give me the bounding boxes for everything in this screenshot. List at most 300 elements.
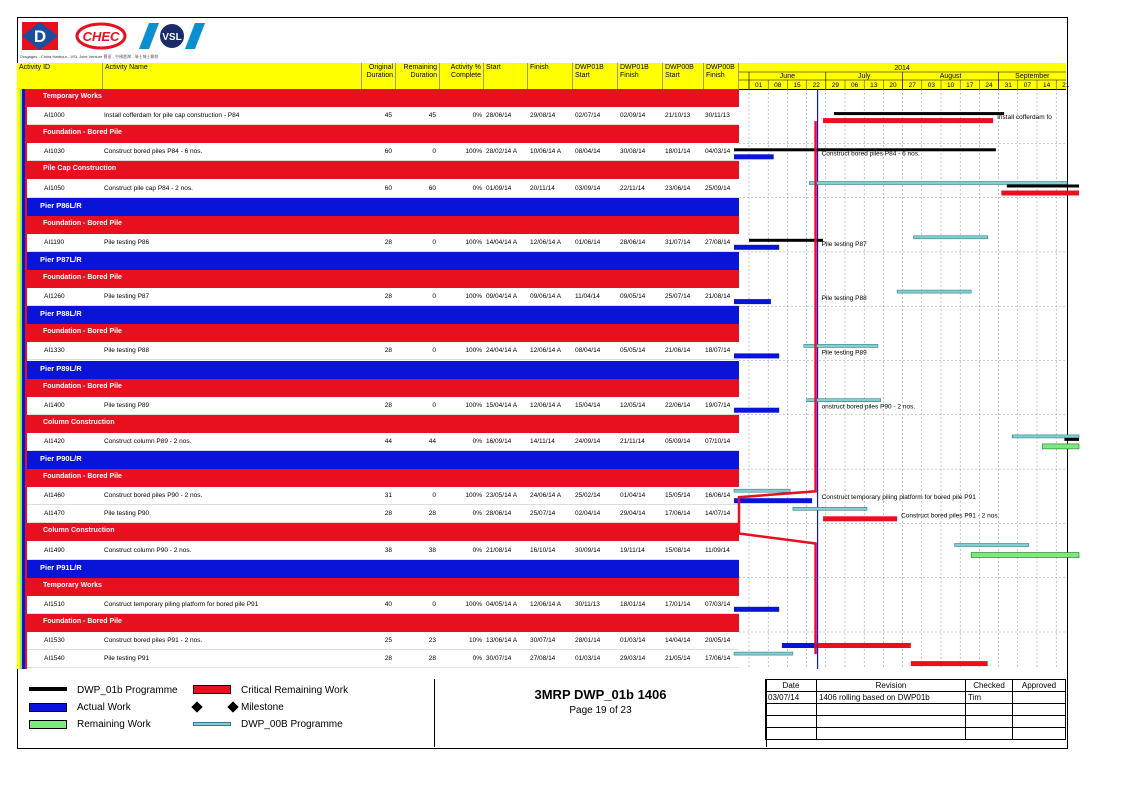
chec-logo [75, 21, 127, 51]
wbs-band[interactable] [27, 216, 739, 234]
bar-dwp00b [734, 489, 790, 492]
timescale-week: 06 [850, 82, 859, 89]
dwp01b-start: 02/04/14 [575, 510, 601, 518]
original-duration: 28 [384, 238, 392, 246]
critical-path-link [739, 121, 816, 654]
timescale-week: 27 [908, 82, 916, 89]
dwp00b-start: 17/01/14 [665, 600, 691, 608]
timescale-svg [739, 63, 1070, 89]
percent-complete: 0% [472, 655, 482, 663]
remaining-duration: 38 [428, 546, 436, 554]
activity-name: Install cofferdam for pile cap construction - P84 [104, 112, 240, 120]
legend-remaining: Remaining Work [77, 719, 151, 730]
finish-date: 09/06/14 A [530, 293, 562, 301]
dwp00b-finish: 20/05/14 [705, 637, 731, 644]
table-row[interactable] [27, 433, 739, 451]
dwp00b-start: 14/04/14 [665, 637, 691, 644]
footer [17, 679, 1066, 747]
activity-name: Pile testing P89 [104, 401, 150, 409]
bar-remaining [1042, 444, 1079, 449]
original-duration: 28 [384, 347, 392, 355]
dwp01b-finish: 28/06/14 [620, 238, 646, 246]
dwp01b-start: 01/06/14 [575, 238, 601, 246]
revision-header-approved: Approved [1013, 680, 1066, 692]
percent-complete: 100% [465, 347, 482, 355]
remaining-duration: 0 [432, 148, 436, 156]
bar-actual [734, 154, 774, 159]
bar-dwp00b [809, 182, 1067, 185]
dwp01b-finish: 21/11/14 [620, 437, 645, 445]
percent-complete: 0% [472, 184, 482, 192]
legend-swatch-dwp01b [29, 687, 67, 691]
finish-date: 14/11/14 [530, 437, 555, 445]
start-date: 30/07/14 [486, 655, 512, 663]
bar-actual [734, 607, 779, 612]
wbs-label: Temporary Works [43, 581, 102, 589]
gantt-bar-label: Install cofferdam fo [997, 114, 1052, 122]
bar-critical [911, 661, 988, 666]
chec-logo-text: CHEC [82, 29, 120, 44]
dwp00b-finish: 07/03/14 [705, 600, 731, 608]
activity-name: Pile testing P86 [104, 238, 150, 246]
dwp01b-finish: 29/04/14 [620, 510, 646, 518]
start-date: 28/02/14 A [486, 148, 518, 156]
revision-header-checked: Checked [966, 680, 1013, 692]
timescale-year: 2014 [894, 65, 910, 72]
revision-header-date: Date [766, 680, 817, 692]
finish-date: 12/06/14 A [530, 401, 562, 409]
bar-dwp00b [955, 544, 1029, 547]
activity-name: Pile testing P91 [104, 655, 150, 663]
activity-name: Construct bored piles P84 - 6 nos. [104, 148, 203, 156]
activity-id: AI1000 [44, 112, 65, 120]
dwp00b-finish: 25/09/14 [705, 184, 731, 192]
original-duration: 60 [384, 184, 392, 192]
activity-name: Pile testing P87 [104, 293, 150, 301]
wbs-label: Column Construction [43, 418, 115, 426]
legend-critical: Critical Remaining Work [241, 685, 349, 696]
activity-name: Construct bored piles P90 - 2 nos. [104, 492, 203, 500]
activity-id: AI1420 [44, 437, 65, 445]
wbs-band[interactable] [27, 89, 739, 107]
table-row[interactable] [27, 596, 739, 614]
finish-date: 12/06/14 A [530, 347, 562, 355]
revision-block [765, 679, 1066, 747]
revision-row [766, 692, 1066, 704]
original-duration: 25 [384, 637, 392, 644]
activity-name: Construct bored piles P91 - 2 nos. [104, 637, 203, 644]
bar-actual [734, 353, 779, 358]
activity-id: AI1400 [44, 401, 65, 409]
col-percent-complete[interactable]: Activity % Complete [440, 63, 484, 89]
bar-actual [734, 245, 779, 250]
dwp00b-start: 21/10/13 [665, 112, 691, 120]
finish-date: 12/06/14 A [530, 238, 562, 246]
table-row[interactable] [27, 234, 739, 252]
dwp00b-start: 05/09/14 [665, 437, 691, 445]
dwp00b-finish: 30/11/13 [705, 112, 730, 120]
gantt-bar-label: Pile testing P87 [821, 240, 867, 248]
page-number: Page 19 of 23 [569, 705, 632, 716]
dwp01b-finish: 18/01/14 [620, 600, 646, 608]
timescale-week: 22 [812, 82, 820, 89]
gantt-bar-label: Pile testing P89 [821, 349, 867, 357]
start-date: 01/09/14 [486, 184, 512, 192]
dwp00b-finish: 27/08/14 [705, 238, 731, 246]
bar-actual [782, 643, 818, 648]
wbs-label: Pier P87L/R [40, 254, 82, 264]
bar-dwp01b [1007, 185, 1079, 188]
bar-dwp00b [914, 236, 988, 239]
revision-approved [1013, 692, 1066, 704]
percent-complete: 10% [468, 637, 482, 644]
table-row[interactable] [27, 542, 739, 560]
wbs-band[interactable] [27, 125, 739, 143]
wbs-label: Pile Cap Construction [43, 165, 117, 173]
dwp01b-start: 30/11/13 [575, 600, 600, 608]
percent-complete: 100% [465, 293, 482, 301]
dwp01b-finish: 29/03/14 [620, 655, 646, 663]
vsl-logo-text: VSL [162, 32, 182, 43]
percent-complete: 0% [472, 437, 482, 445]
timescale-header [739, 63, 1070, 90]
original-duration: 40 [384, 600, 392, 608]
wbs-band[interactable] [27, 469, 739, 487]
remaining-duration: 0 [432, 347, 436, 355]
legend-swatch-actual [29, 703, 67, 712]
timescale-month: June [779, 73, 795, 80]
timescale-month: July [857, 73, 871, 80]
col-remaining-duration[interactable]: Remaining Duration [396, 63, 440, 89]
dwp01b-start: 03/09/14 [575, 184, 601, 192]
start-date: 28/06/14 [486, 112, 512, 120]
revision-row [766, 716, 1066, 728]
dwp00b-finish: 17/06/14 [705, 655, 731, 663]
dwp00b-start: 17/06/14 [665, 510, 691, 518]
wbs-label: Foundation - Bored Pile [43, 129, 122, 137]
col-dwp01b-start[interactable]: DWP01B Start [573, 63, 618, 89]
wbs-label: Foundation - Bored Pile [43, 274, 122, 281]
activity-id: AI1050 [44, 184, 65, 192]
col-start[interactable]: Start [484, 63, 528, 89]
gantt-bar-label: Pile testing P88 [821, 295, 867, 303]
activity-name: Pile testing P88 [104, 347, 150, 355]
wbs-band-pier[interactable] [27, 306, 739, 324]
revision-header-row [766, 680, 1066, 692]
table-row[interactable] [27, 650, 739, 668]
original-duration: 31 [384, 492, 392, 500]
timescale-week: 15 [793, 82, 801, 89]
wbs-band[interactable] [27, 324, 739, 342]
wbs-label: Pier P90L/R [40, 454, 82, 463]
finish-date: 27/08/14 [530, 655, 556, 663]
bar-dwp01b [834, 112, 1004, 115]
original-duration: 45 [384, 112, 392, 120]
wbs-label: Pier P91L/R [40, 562, 82, 572]
finish-date: 29/08/14 [530, 112, 556, 120]
dwp01b-start: 11/04/14 [575, 293, 600, 301]
start-date: 13/06/14 A [486, 637, 518, 644]
activity-id: AI1190 [44, 238, 65, 246]
bar-dwp00b [807, 399, 881, 402]
finish-date: 30/07/14 [530, 637, 556, 644]
revision-row [766, 704, 1066, 716]
remaining-duration: 0 [432, 492, 436, 500]
bar-critical [818, 643, 911, 648]
timescale-week: 17 [966, 82, 974, 89]
activity-name: Construct column P90 - 2 nos. [104, 546, 192, 554]
dwp01b-start: 01/03/14 [575, 655, 601, 663]
dragages-logo [21, 21, 59, 51]
dwp00b-finish: 14/07/14 [705, 510, 731, 518]
timescale-week: 10 [946, 82, 955, 89]
timescale-week: 31 [1004, 82, 1012, 89]
original-duration: 44 [384, 437, 392, 445]
wbs-band[interactable] [27, 614, 739, 632]
table-row[interactable] [27, 397, 739, 415]
start-date: 28/06/14 [486, 510, 512, 518]
col-original-duration[interactable]: Original Duration [362, 63, 396, 89]
dwp00b-start: 23/06/14 [665, 184, 691, 192]
table-row[interactable] [27, 143, 739, 161]
dwp01b-start: 25/02/14 [575, 492, 601, 500]
remaining-duration: 0 [432, 600, 436, 608]
col-dwp00b-finish[interactable]: DWP00B Finish [704, 63, 739, 89]
wbs-label: Column Construction [43, 527, 115, 535]
table-row[interactable] [27, 107, 739, 125]
original-duration: 28 [384, 655, 392, 663]
legend-milestone-icon-2 [227, 701, 238, 712]
dwp00b-finish: 16/06/14 [705, 492, 731, 500]
dwp00b-start: 15/05/14 [665, 492, 691, 500]
activity-id: AI1030 [44, 148, 65, 156]
remaining-duration: 28 [428, 510, 436, 518]
original-duration: 28 [384, 510, 392, 518]
legend-swatch-remaining [29, 720, 67, 729]
logo-strip [17, 17, 317, 63]
legend-swatch-dwp00b [193, 722, 231, 726]
dwp01b-finish: 01/03/14 [620, 637, 646, 644]
dwp01b-finish: 22/11/14 [620, 184, 645, 192]
revision-table [765, 679, 1066, 740]
wbs-band-pier[interactable] [27, 451, 739, 469]
table-row[interactable] [27, 505, 739, 523]
gantt-bar-label: Construct bored piles P84 - 6 nos. [821, 150, 920, 158]
dwp01b-start: 08/04/14 [575, 347, 601, 355]
col-activity-id[interactable]: Activity ID [17, 63, 103, 89]
timescale-week: 03 [927, 82, 936, 89]
dwp01b-finish: 01/04/14 [620, 492, 646, 500]
bar-dwp00b [1012, 435, 1079, 438]
activity-id: AI1530 [44, 637, 65, 644]
bar-dwp00b [793, 507, 867, 510]
finish-date: 20/11/14 [530, 184, 555, 192]
finish-date: 16/10/14 [530, 546, 556, 554]
dwp01b-finish: 30/08/14 [620, 148, 646, 156]
remaining-duration: 0 [432, 401, 436, 409]
gantt-bar-label: Construct bored piles P91 - 2 nos. [901, 512, 1000, 520]
activity-id: AI1470 [44, 510, 65, 518]
start-date: 23/05/14 A [486, 492, 518, 500]
activity-id: AI1510 [44, 600, 65, 608]
bar-critical [823, 516, 897, 521]
finish-date: 10/06/14 A [530, 148, 562, 156]
table-row[interactable] [27, 180, 739, 198]
gantt-chart [739, 89, 1066, 669]
legend-actual: Actual Work [77, 702, 131, 713]
wbs-band[interactable] [27, 270, 739, 288]
start-date: 24/04/14 A [486, 347, 518, 355]
percent-complete: 0% [472, 510, 482, 518]
timescale-week: 01 [754, 82, 763, 89]
legend-milestone-icon [191, 701, 202, 712]
col-dwp01b-finish[interactable]: DWP01B Finish [618, 63, 663, 89]
dwp01b-finish: 19/11/14 [620, 546, 645, 554]
revision-checked: Tim [966, 692, 1013, 704]
wbs-label: Foundation - Bored Pile [43, 328, 122, 336]
gantt-svg [739, 89, 1066, 669]
wbs-band[interactable] [27, 578, 739, 596]
wbs-band[interactable] [27, 415, 739, 433]
wbs-band-pier[interactable] [27, 560, 739, 578]
start-date: 14/04/14 A [486, 238, 518, 246]
dwp00b-finish: 21/08/14 [705, 293, 731, 301]
wbs-label: Pier P89L/R [40, 363, 82, 373]
dwp00b-finish: 18/07/14 [705, 347, 731, 355]
remaining-duration: 28 [428, 655, 436, 663]
col-finish[interactable]: Finish [528, 63, 573, 89]
wbs-label: Foundation - Bored Pile [43, 473, 122, 481]
gantt-bar-label: onstruct bored piles P90 - 2 nos. [821, 403, 916, 411]
timescale-week: 29 [831, 82, 840, 89]
dwp00b-finish: 07/10/14 [705, 437, 731, 445]
timescale-week: 24 [985, 82, 993, 89]
legend-milestone: Milestone [241, 702, 284, 713]
remaining-duration: 45 [428, 112, 436, 120]
dwp00b-finish: 19/07/14 [705, 401, 731, 409]
legend-dwp01b: DWP_01b Programme [77, 685, 178, 696]
wbs-level-bars [17, 89, 27, 669]
remaining-duration: 23 [428, 637, 436, 644]
dwp00b-start: 15/08/14 [665, 546, 691, 554]
activity-id: AI1490 [44, 546, 65, 554]
legend [17, 679, 434, 747]
bar-dwp01b [749, 239, 823, 242]
wbs-label: Pier P86L/R [40, 200, 82, 210]
timescale-week: 20 [889, 82, 897, 89]
dwp01b-finish: 02/09/14 [620, 112, 646, 120]
dwp01b-start: 02/07/14 [575, 112, 601, 120]
dwp01b-finish: 05/05/14 [620, 347, 646, 355]
original-duration: 28 [384, 401, 392, 409]
wbs-band[interactable] [27, 379, 739, 397]
bar-actual [734, 498, 812, 503]
dwp00b-finish: 04/03/14 [705, 148, 731, 156]
original-duration: 38 [384, 546, 392, 554]
percent-complete: 0% [472, 112, 482, 120]
start-date: 04/05/14 A [486, 600, 518, 608]
activity-table-body [27, 89, 739, 669]
table-row[interactable] [27, 632, 739, 650]
dwp00b-start: 25/07/14 [665, 293, 691, 301]
bar-actual [734, 299, 771, 304]
wbs-label: Pier P88L/R [40, 309, 82, 319]
revision-date: 03/07/14 [766, 692, 817, 704]
dwp00b-start: 21/06/14 [665, 347, 691, 355]
timescale-week: 14 [1042, 82, 1051, 89]
table-row[interactable] [27, 288, 739, 306]
finish-date: 25/07/14 [530, 510, 556, 518]
start-date: 09/04/14 A [486, 293, 518, 301]
bar-critical [823, 118, 993, 123]
dwp00b-finish: 11/09/14 [705, 546, 730, 554]
percent-complete: 100% [465, 492, 482, 500]
wbs-band-pier[interactable] [27, 198, 739, 216]
remaining-duration: 0 [432, 238, 436, 246]
logo-caption: Dragages - China Harbour - VSL Joint Venture 寶嘉 - 中國港灣 - 瑞士辣士聯營 [20, 54, 159, 59]
start-date: 16/09/14 [486, 437, 512, 445]
activity-name: Construct temporary piling platform for bored pile P91 [104, 600, 259, 608]
dwp01b-start: 08/04/14 [575, 148, 601, 156]
bar-dwp00b [897, 290, 971, 293]
table-row[interactable] [27, 487, 739, 505]
dwp00b-start: 21/05/14 [665, 655, 691, 663]
wbs-label: Foundation - Bored Pile [43, 219, 122, 227]
dwp01b-finish: 12/05/14 [620, 401, 646, 409]
dwp00b-start: 18/01/14 [665, 148, 691, 156]
original-duration: 60 [384, 148, 392, 156]
finish-date: 24/06/14 A [530, 492, 562, 500]
timescale-week: 13 [870, 82, 878, 89]
original-duration: 28 [384, 293, 392, 301]
wbs-label: Foundation - Bored Pile [43, 617, 122, 625]
wbs-band[interactable] [27, 523, 739, 541]
percent-complete: 100% [465, 600, 482, 608]
start-date: 15/04/14 A [486, 401, 518, 409]
wbs-band-pier[interactable] [27, 361, 739, 379]
bar-dwp00b [734, 652, 793, 655]
activity-id: AI1330 [44, 347, 65, 355]
dwp01b-start: 28/01/14 [575, 637, 601, 644]
legend-dwp00b: DWP_00B Programme [241, 719, 343, 730]
start-date: 21/08/14 [486, 546, 512, 554]
title-block [434, 679, 767, 747]
col-dwp00b-start[interactable]: DWP00B Start [663, 63, 704, 89]
bar-actual [734, 408, 779, 413]
table-row[interactable] [27, 342, 739, 360]
timescale-month: September [1015, 73, 1050, 80]
col-activity-name[interactable]: Activity Name [103, 63, 362, 89]
activity-id: AI1260 [44, 293, 65, 301]
dwp01b-start: 24/09/14 [575, 437, 601, 445]
vsl-logo [139, 21, 205, 51]
percent-complete: 100% [465, 401, 482, 409]
timescale-week: 08 [774, 82, 782, 89]
timescale-month: August [939, 73, 962, 80]
wbs-label: Temporary Works [43, 93, 102, 100]
wbs-band-pier[interactable] [27, 252, 739, 270]
activity-id: AI1460 [44, 492, 65, 500]
activity-id: AI1540 [44, 655, 65, 663]
wbs-label: Foundation - Bored Pile [43, 382, 122, 390]
activity-table-header [17, 63, 739, 90]
remaining-duration: 60 [428, 184, 436, 192]
activity-name: Construct column P89 - 2 nos. [104, 437, 192, 445]
wbs-band[interactable] [27, 161, 739, 179]
percent-complete: 0% [472, 546, 482, 554]
svg-text:D: D [33, 27, 47, 46]
remaining-duration: 44 [428, 437, 436, 445]
